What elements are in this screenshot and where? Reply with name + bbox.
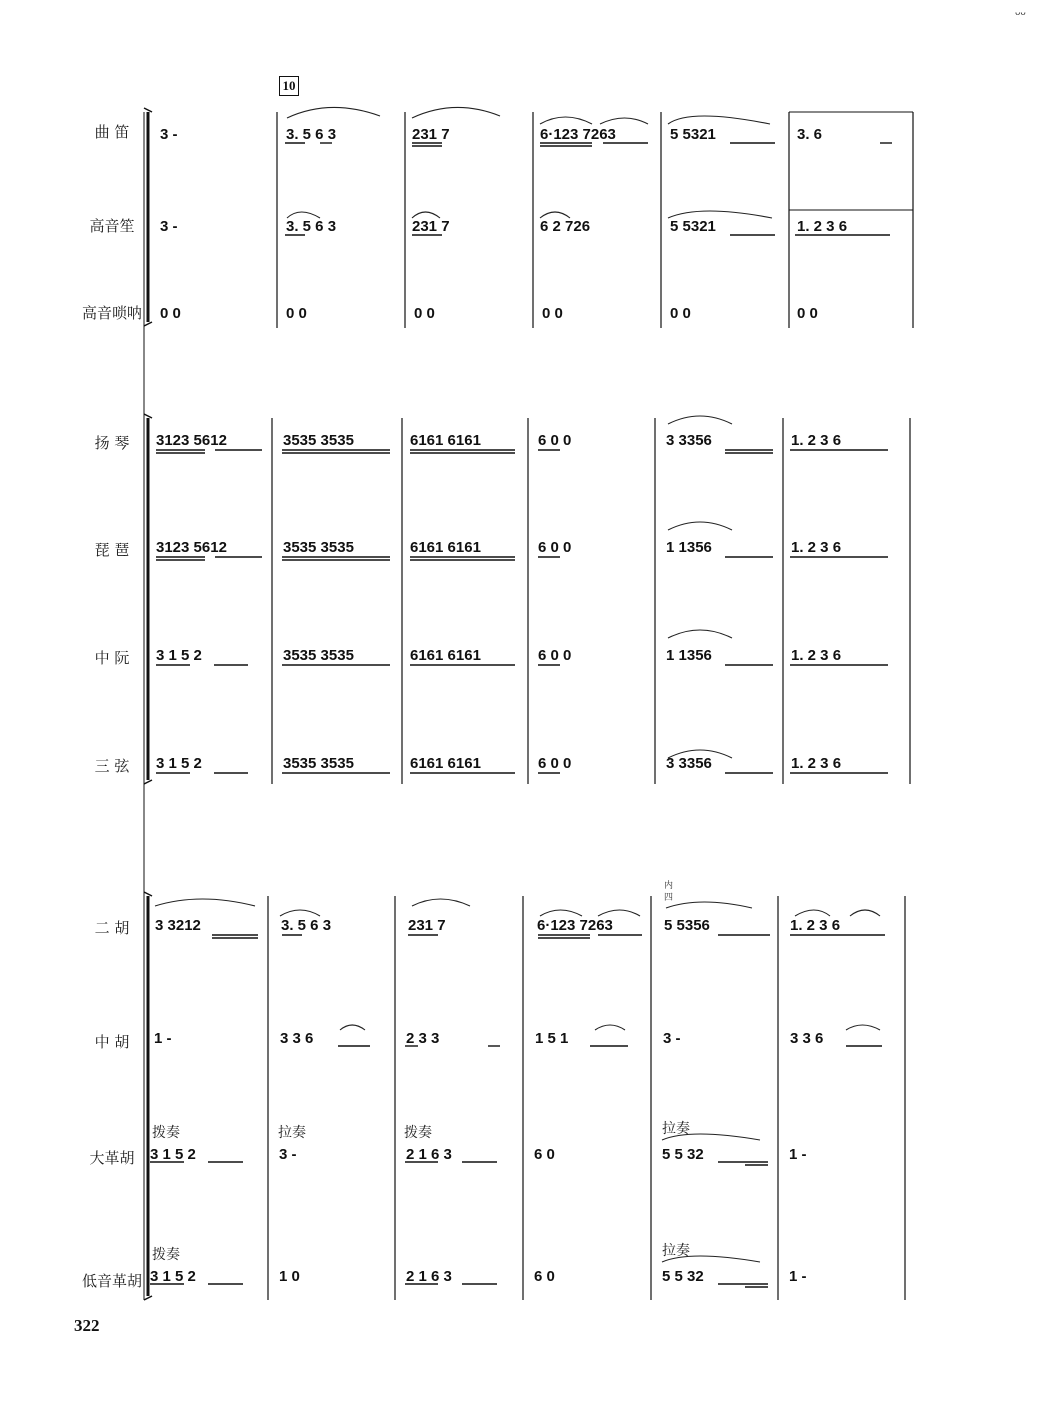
instrument-label: 琵 琶 bbox=[94, 541, 130, 559]
instrument-label: 高音唢呐 bbox=[81, 304, 142, 322]
measure-cell: 3535 3535 bbox=[283, 432, 354, 449]
measure-cell: 3 3212 bbox=[155, 917, 201, 934]
measure-cell: 6 0 0 bbox=[538, 755, 572, 772]
measure-cell: 5 5 32 bbox=[662, 1146, 704, 1163]
measure-cell: 0 0 bbox=[160, 305, 181, 322]
measure-cell: 3 1 5 2 bbox=[150, 1146, 196, 1163]
measure-cell: 6 0 0 bbox=[538, 647, 572, 664]
measure-cell: 3535 3535 bbox=[283, 539, 354, 556]
measure-cell: 6161 6161 bbox=[410, 539, 481, 556]
measure-cell: 0 0 bbox=[670, 305, 691, 322]
measure-cell: 1 5 1 bbox=[535, 1030, 569, 1047]
pizzicato-mark: 拨奏 bbox=[152, 1125, 180, 1141]
pizzicato-mark: 拨奏 bbox=[152, 1247, 180, 1263]
measure-cell: 3 - bbox=[663, 1030, 681, 1047]
instrument-label: 低音革胡 bbox=[81, 1272, 142, 1290]
measure-cell: 3 3356 bbox=[666, 755, 712, 772]
measure-cell: 0 0 bbox=[797, 305, 818, 322]
measure-cell: 2 1 6 3 bbox=[406, 1146, 452, 1163]
instrument-label: 高音笙 bbox=[89, 217, 135, 235]
instrument-label: 二 胡 bbox=[94, 919, 130, 937]
measure-cell: 3 1 5 2 bbox=[150, 1268, 196, 1285]
measure-cell: 6161 6161 bbox=[410, 432, 481, 449]
measure-cell: 1 1356 bbox=[666, 539, 712, 556]
measure-cell: 3123 5612 bbox=[156, 432, 227, 449]
measure-cell: 3 - bbox=[160, 218, 178, 235]
measure-cell: 0 0 bbox=[542, 305, 563, 322]
measure-cell: 1. 2 3 6 bbox=[791, 755, 842, 772]
arco-mark: 拉奏 bbox=[278, 1125, 306, 1141]
measure-cell: 3 - bbox=[279, 1146, 297, 1163]
arco-mark: 拉奏 bbox=[662, 1121, 690, 1137]
measure-cell: 1 - bbox=[789, 1146, 807, 1163]
rehearsal-mark: 10 bbox=[279, 76, 299, 96]
instrument-label: 中 阮 bbox=[94, 649, 130, 667]
measure-cell: 3. 5 6 3 bbox=[286, 126, 337, 143]
measure-cell: 1 - bbox=[789, 1268, 807, 1285]
measure-cell: 6 0 bbox=[534, 1268, 555, 1285]
bowing-mark: 内 bbox=[664, 881, 674, 891]
instrument-label: 曲 笛 bbox=[94, 123, 130, 141]
measure-cell: 6 0 0 bbox=[538, 432, 572, 449]
measure-cell: 1 0 bbox=[279, 1268, 300, 1285]
measure-cell: 3. 6 bbox=[797, 126, 823, 143]
pizzicato-mark: 拨奏 bbox=[404, 1125, 432, 1141]
measure-cell: 5 5321 bbox=[670, 126, 716, 143]
measure-cell: 3535 3535 bbox=[283, 755, 354, 772]
measure-cell: 231 7 bbox=[412, 218, 450, 235]
measure-cell: 1 1356 bbox=[666, 647, 712, 664]
measure-cell: 3 3356 bbox=[666, 432, 712, 449]
measure-cell: 3535 3535 bbox=[283, 647, 354, 664]
measure-cell: 2 1 6 3 bbox=[406, 1268, 452, 1285]
measure-cell: 6161 6161 bbox=[410, 755, 481, 772]
page-number: 322 bbox=[74, 1316, 100, 1335]
measure-cell: 5 5356 bbox=[664, 917, 710, 934]
measure-cell: 1 - bbox=[154, 1030, 172, 1047]
measure-cell: 6161 6161 bbox=[410, 647, 481, 664]
measure-cell: 1. 2 3 6 bbox=[791, 539, 842, 556]
measure-cell: 6 2 726 bbox=[540, 218, 591, 235]
arco-mark: 拉奏 bbox=[662, 1243, 690, 1259]
instrument-label: 三 弦 bbox=[94, 757, 130, 775]
instrument-label: 扬 琴 bbox=[94, 434, 130, 452]
measure-cell: 6·123 7263 bbox=[537, 917, 613, 934]
measure-cell: 3 3 6 bbox=[280, 1030, 314, 1047]
measure-cell: 0 0 bbox=[286, 305, 307, 322]
measure-cell: 6 0 bbox=[534, 1146, 555, 1163]
measure-cell: 1. 2 3 6 bbox=[790, 917, 841, 934]
measure-cell: 1. 2 3 6 bbox=[791, 432, 842, 449]
measure-cell: 1. 2 3 6 bbox=[797, 218, 848, 235]
corner-mark: ᴗᴗ bbox=[1015, 8, 1026, 18]
position-mark: 四 bbox=[664, 893, 674, 903]
measure-cell: 3. 5 6 3 bbox=[286, 218, 337, 235]
measure-cell: 5 5321 bbox=[670, 218, 716, 235]
measure-cell: 3. 5 6 3 bbox=[281, 917, 332, 934]
measure-cell: 0 0 bbox=[414, 305, 435, 322]
measure-cell: 6·123 7263 bbox=[540, 126, 616, 143]
measure-cell: 1. 2 3 6 bbox=[791, 647, 842, 664]
measure-cell: 3 3 6 bbox=[790, 1030, 824, 1047]
measure-cell: 2 3 3 bbox=[406, 1030, 440, 1047]
measure-cell: 3 - bbox=[160, 126, 178, 143]
measure-cell: 3 1 5 2 bbox=[156, 755, 202, 772]
measure-cell: 6 0 0 bbox=[538, 539, 572, 556]
measure-cell: 231 7 bbox=[408, 917, 446, 934]
measure-cell: 3123 5612 bbox=[156, 539, 227, 556]
instrument-label: 中 胡 bbox=[94, 1033, 130, 1051]
measure-cell: 5 5 32 bbox=[662, 1268, 704, 1285]
measure-cell: 231 7 bbox=[412, 126, 450, 143]
instrument-label: 大革胡 bbox=[89, 1149, 135, 1167]
measure-cell: 3 1 5 2 bbox=[156, 647, 202, 664]
